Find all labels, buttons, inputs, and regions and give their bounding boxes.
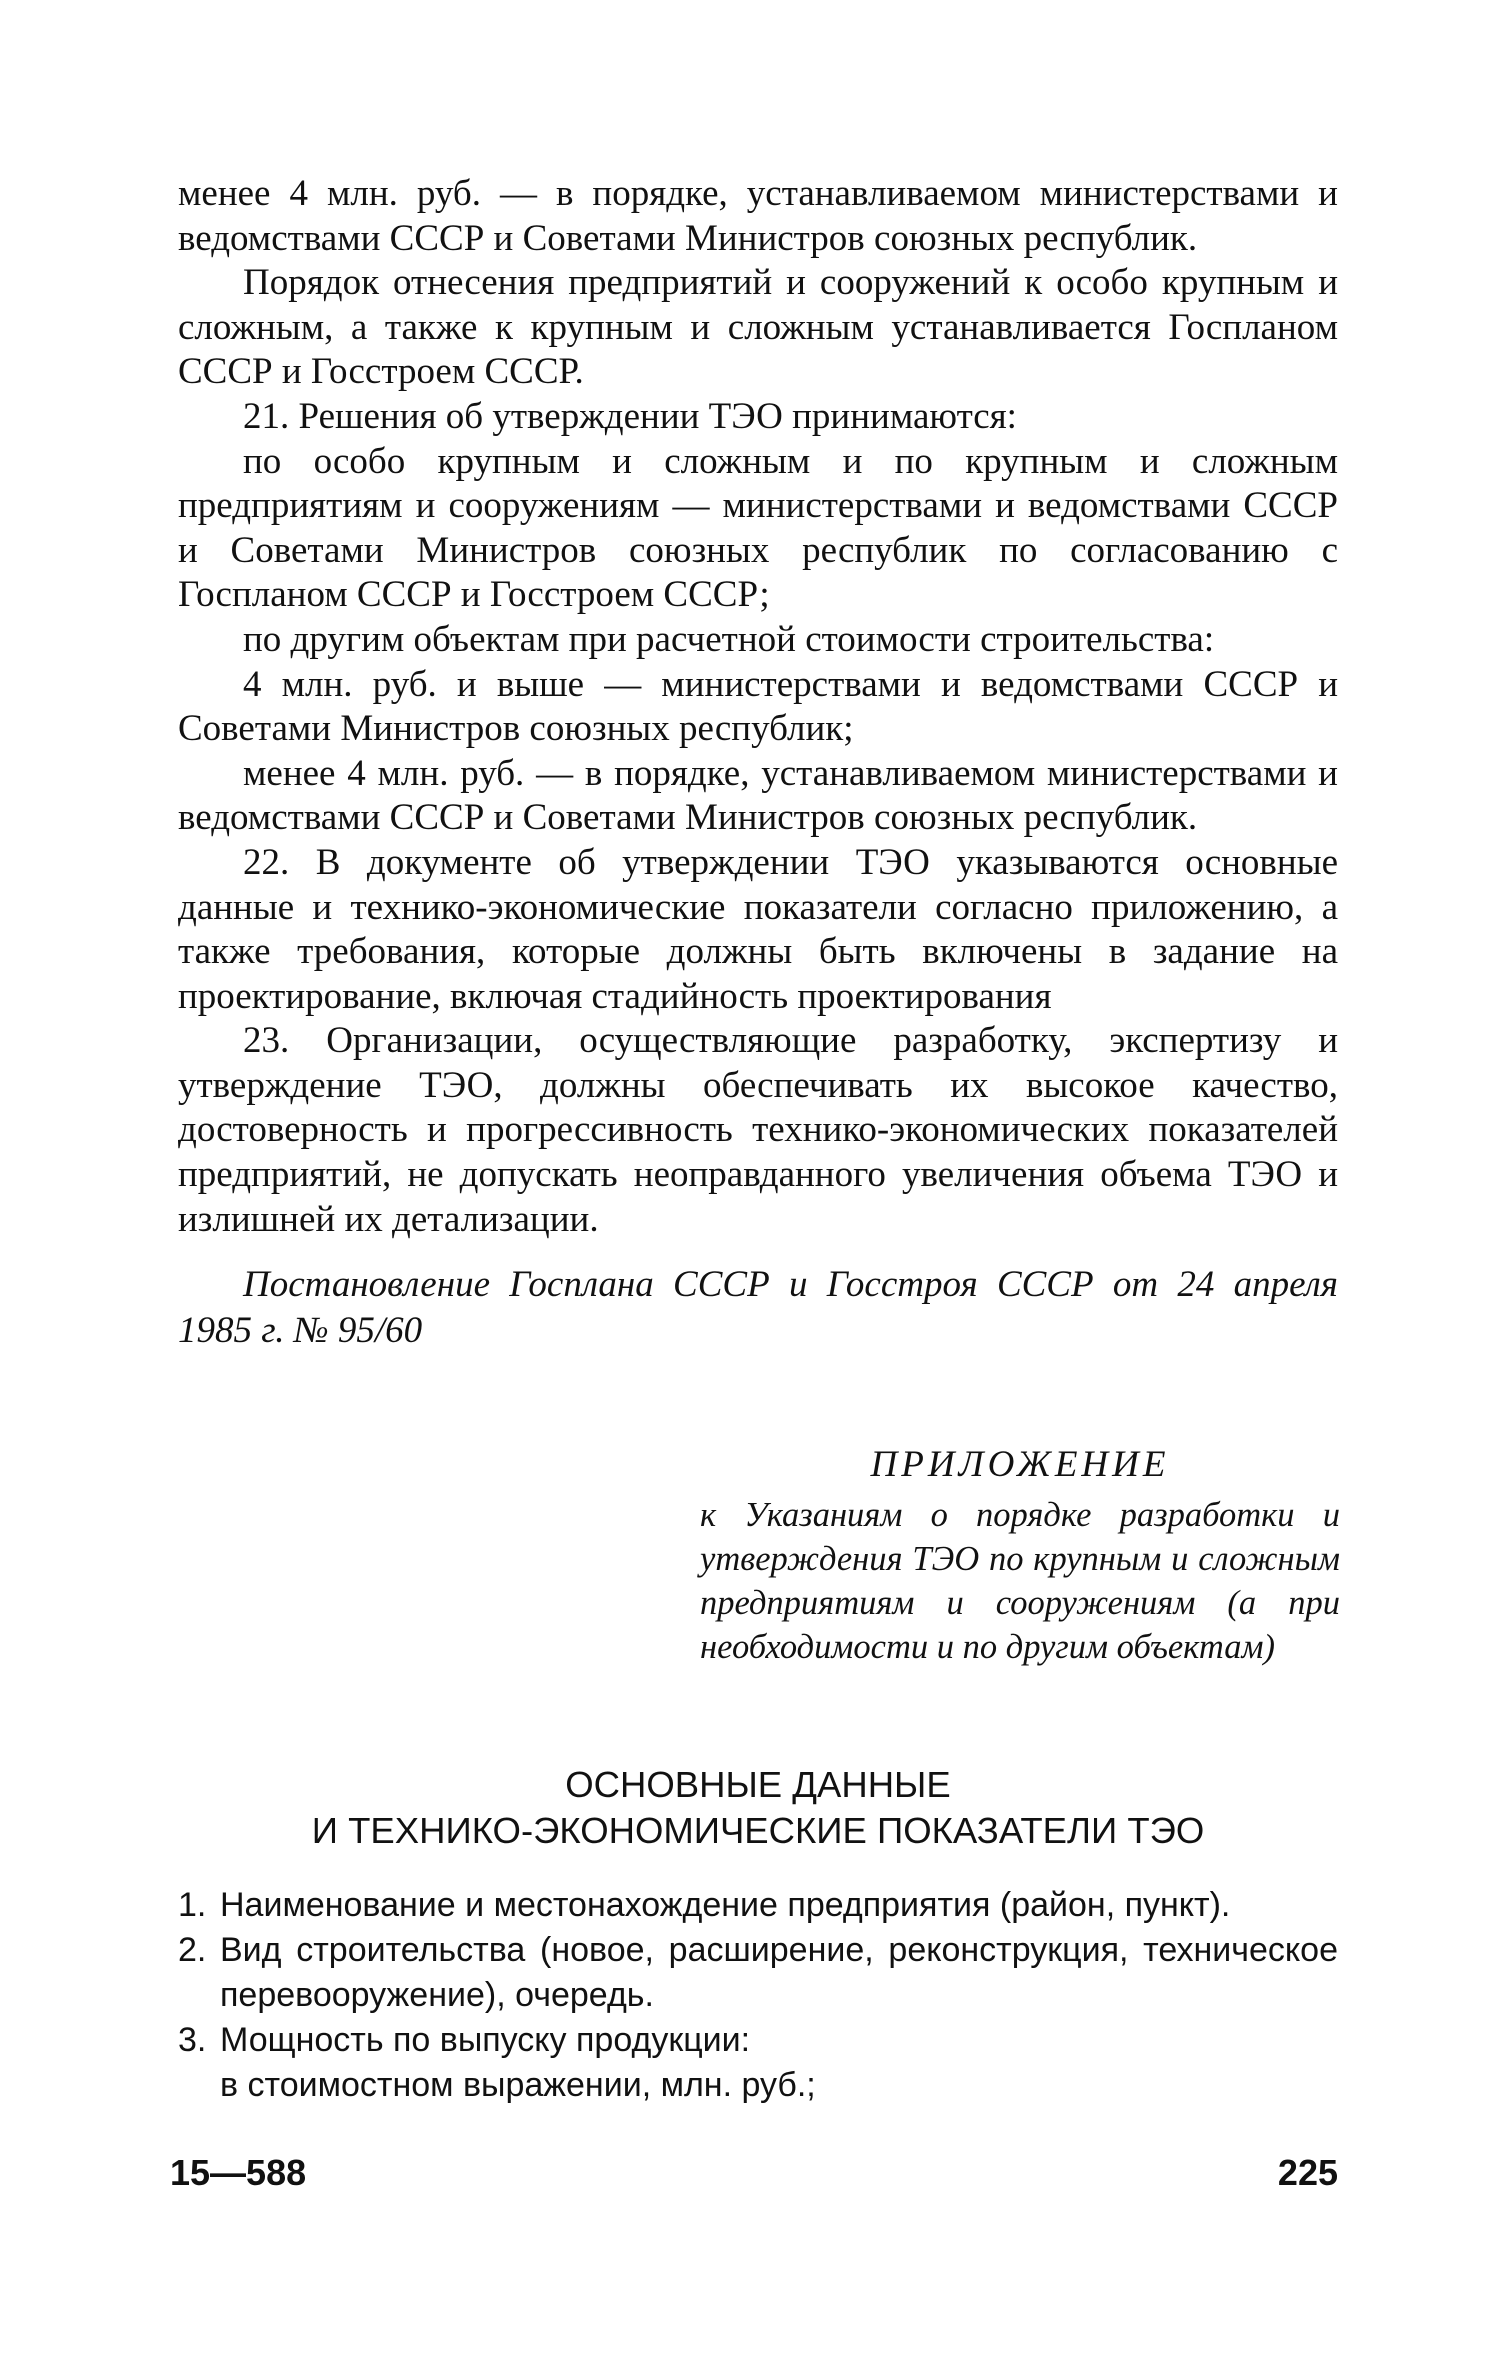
list-item-number: 1. bbox=[178, 1886, 207, 1924]
printer-signature: 15—588 bbox=[170, 2152, 307, 2193]
paragraph-classification: Порядок отнесения предприятий и сооружений к особо крупным и сложным, а также к крупным и сложным устанавливается Госпланом СССР и Госстроем СССР. bbox=[178, 262, 1338, 393]
paragraph-clause-21: 21. Решения об утверждении ТЭО принимаются: bbox=[243, 395, 1017, 437]
body-text bbox=[178, 172, 1338, 1242]
paragraph-less-than-4mln: менее 4 млн. руб. — в порядке, устанавливаемом министерствами и ведомствами СССР и Советами Министров союзных республик. bbox=[178, 752, 1338, 839]
decree-reference: Постановление Госплана СССР и Госстроя СССР от 24 апреля 1985 г. № 95/60 bbox=[178, 1264, 1338, 1351]
paragraph-clause-23: 23. Организации, осуществляющие разработку, экспертизу и утверждение ТЭО, должны обеспечивать их высокое качество, достоверность и прогрессивность технико-экономических показателей предприятий, не допускать неоправданного увеличения объема ТЭО и излишней их детализации. bbox=[178, 1020, 1338, 1240]
list-item bbox=[178, 1928, 1338, 2018]
list-item bbox=[178, 1883, 1338, 1928]
section-title-line-1: ОСНОВНЫЕ ДАННЫЕ bbox=[565, 1764, 951, 1805]
paragraph-continuation: менее 4 млн. руб. — в порядке, устанавливаемом министерствами и ведомствами СССР и Советами Министров союзных республик. bbox=[178, 173, 1338, 259]
indicator-list bbox=[178, 1883, 1338, 2108]
section-title-line-2: И ТЕХНИКО-ЭКОНОМИЧЕСКИЕ ПОКАЗАТЕЛИ ТЭО bbox=[311, 1810, 1205, 1851]
paragraph-clause-22: 22. В документе об утверждении ТЭО указываются основные данные и технико-экономические показатели согласно приложению, а также требования, которые должны быть включены в задание на проектирование, включая стадийность проектирования bbox=[178, 841, 1338, 1017]
paragraph-4mln-and-above: 4 млн. руб. и выше — министерствами и ведомствами СССР и Советами Министров союзных республик; bbox=[178, 663, 1338, 750]
page-number: 225 bbox=[1277, 2152, 1338, 2193]
list-item bbox=[178, 2018, 1338, 2063]
list-item-text: Мощность по выпуску продукции: bbox=[220, 2021, 751, 2059]
paragraph-other-objects: по другим объектам при расчетной стоимости строительства: bbox=[243, 618, 1215, 660]
section-title bbox=[178, 1762, 1338, 1854]
list-item-number: 2. bbox=[178, 1931, 207, 1969]
appendix-title: ПРИЛОЖЕНИЕ bbox=[870, 1444, 1170, 1485]
appendix-block bbox=[700, 1443, 1340, 1669]
paragraph-large-objects: по особо крупным и сложным и по крупным и сложным предприятиям и сооружениям — министерствами и ведомствами СССР и Советами Министров союзных республик по согласованию с Госпланом СССР и Госстроем СССР; bbox=[178, 440, 1338, 616]
appendix-reference: к Указаниям о порядке разработки и утверждения ТЭО по крупным и сложным предприятиям и сооружениям (а при необходимости и по другим объектам) bbox=[700, 1496, 1340, 1666]
list-item-subline: в стоимостном выражении, млн. руб.; bbox=[220, 2066, 816, 2104]
list-item-text: Наименование и местонахождение предприятия (район, пункт). bbox=[220, 1886, 1231, 1924]
list-item-number: 3. bbox=[178, 2021, 207, 2059]
list-item-text: Вид строительства (новое, расширение, реконструкция, техническое перевооружение), очередь. bbox=[220, 1931, 1338, 2014]
